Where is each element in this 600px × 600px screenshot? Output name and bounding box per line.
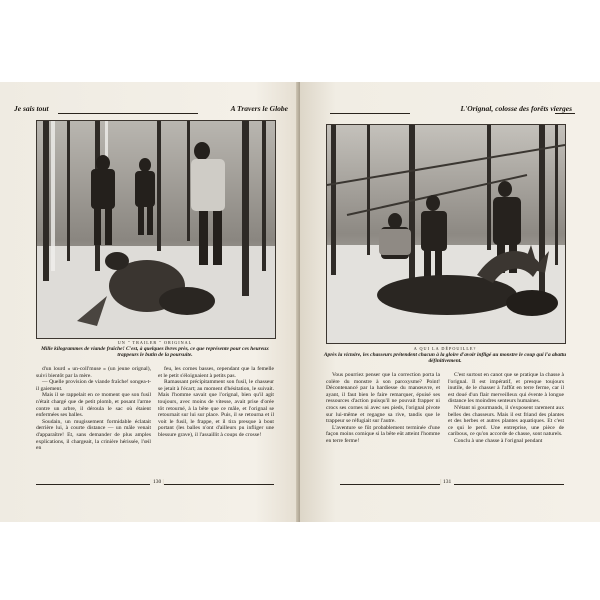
left-running-head: Je sais tout	[14, 104, 49, 113]
right-column-1	[326, 372, 440, 464]
paragraph: Mais il se rappelait en ce moment que son fusil n'était chargé que de petit plomb, et posant l'arme contre un arbre, il déroula le sac où étaient enfermées ses balles.	[36, 392, 151, 419]
left-header-rule	[58, 113, 198, 114]
paragraph: feu, les cornes basses, cependant que la femelle et le petit s'éloignaient à petits pas.	[158, 366, 274, 379]
moose-trailer-photo	[36, 120, 276, 339]
right-header-rule-right	[555, 113, 575, 114]
paragraph: Vous pourriez penser que la correction porta la colère du monstre à son paroxysme? Point! Décontenancé par la hardiesse du manœuvre, et ayant, il faut bien le faire remarquer, épuisé ses ressources d'action puisqu'il ne pouvait frapper ni crocs ses cornes ni avec ses pieds, l'orignal pivote sur lui-même et regagne sa rive, tandis que le trappeur se réfugiait sur l'autre.	[326, 372, 440, 425]
right-photo-caption: Après la victoire, les chasseurs prétendent chacun à la gloire d'avoir infligé au monstre le coup qui l'a abattu définitivement.	[323, 352, 567, 365]
right-page	[300, 82, 600, 522]
left-photo-caption: Mille kilogrammes de viande fraîche! C'est, à quelques livres près, ce que représente pour ces heureux trappeurs le butin de la poursuite.	[41, 346, 269, 359]
right-running-head: L'Orignal, colosse des forêts vierges	[460, 104, 572, 113]
right-header-rule-left	[330, 113, 410, 114]
paragraph: — Quelle provision de viande fraîche! songea-t-il gaiement.	[36, 379, 151, 392]
paragraph: Soudain, un mugissement formidable éclatait derrière lui, à courte distance — un mâle venait d'apparaître! Et, sans demander de plus amples explications, il chargeait, la crinière hérissée, l'œil en	[36, 418, 151, 452]
right-column-2	[448, 372, 564, 464]
moose-spoils-photo	[326, 124, 566, 344]
left-photo-title: UN " TRAILER " ORIGINAL	[117, 340, 193, 345]
right-photo-title: A QUI LA DÉPOUILLE?	[413, 346, 477, 351]
paragraph: d'un lourd « un-coll'muse » (un jeune orignal), suivi bientôt par la mère.	[36, 366, 151, 379]
left-running-title: A Travers le Globe	[230, 104, 288, 113]
left-page-number: 130	[150, 479, 164, 485]
paragraph: L'aventure se fût probablement terminée d'une façon moins comique si la bête eût atteint l'homme en terre ferme!	[326, 424, 440, 444]
paragraph: N'étant ni gourmands, il s'exposent rarement aux belles des chasseurs. Mais il est friand des plantes et des herbes et autres plantes aquatiques. Et c'est ce qui le perd. Une entreprise, une pièce de caribous, ce qu'on accorde de chasse, sont naturels.	[448, 404, 564, 438]
left-column-1	[36, 366, 151, 464]
left-column-2	[158, 366, 274, 464]
paragraph: Conclu à une chasse à l'orignal pendant	[454, 437, 543, 444]
left-page	[0, 82, 300, 522]
right-page-number: 131	[440, 479, 454, 485]
paragraph: C'est surtout en canot que se pratique la chasse à l'orignal. Il est impératif, et presque toujours inutile, de le chasser à l'affût en terre ferme, car il est doué d'un flair merveilleux qui évente à longue distance les moindres senteurs humaines.	[448, 372, 564, 405]
paragraph: Ramassant précipitamment son fusil, le chasseur se jetait à l'écart; au moment d'hésitation, le suivait. Mais l'homme savait que l'orignal, bien qu'il agit toujours, avec moins de vitesse, avait prise d'orée tôt retourné, à la bête que ce mâle, et l'orignal se retournait sur lui sur place. Puis, il se retourna et il voit le fusil, le frappe, et il tira presque à bout portant (les balles n'ont d'ailleurs pu infliger une blessure grave), il l'assaillit à coups de crosse!	[158, 379, 274, 438]
